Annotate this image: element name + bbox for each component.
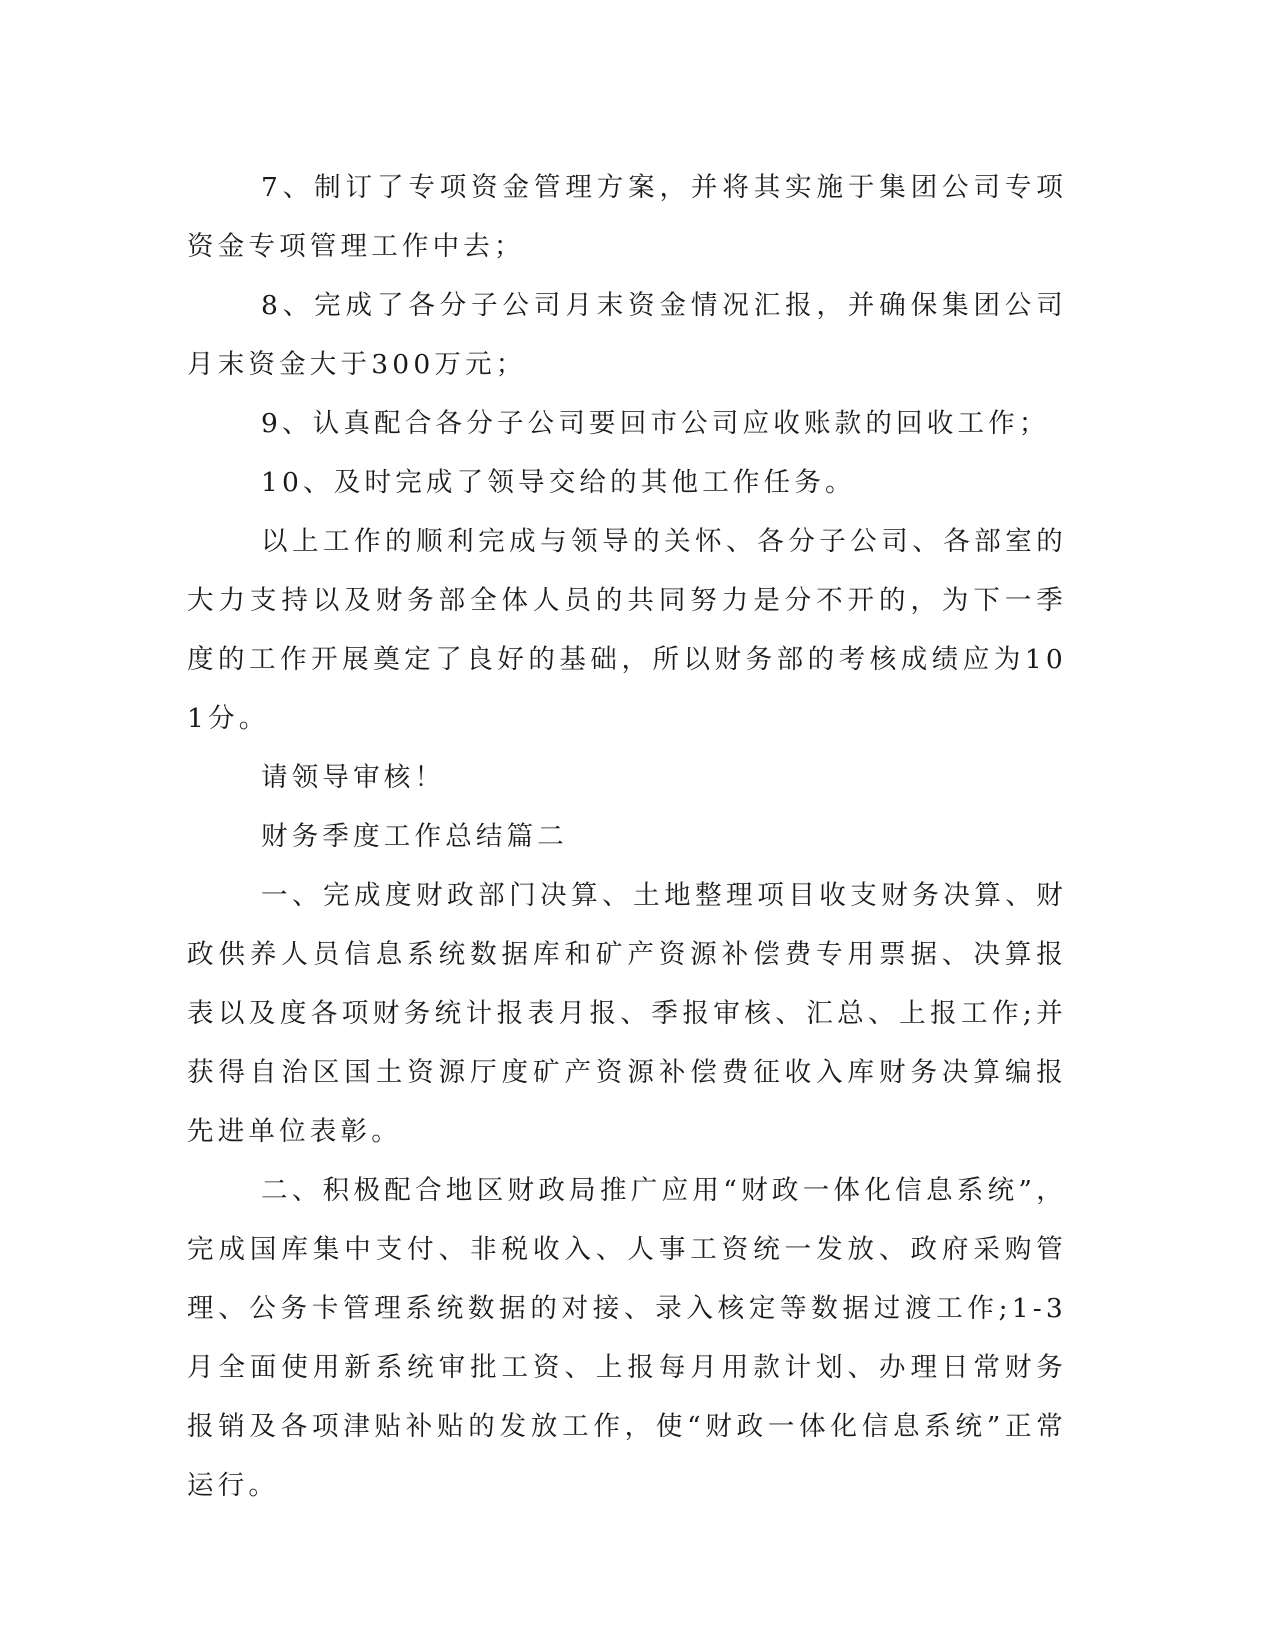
paragraph-item-8: 8、完成了各分子公司月末资金情况汇报，并确保集团公司月末资金大于300万元；: [187, 290, 1067, 380]
document-body: [187, 158, 1067, 1515]
paragraph-item-9: 9、认真配合各分子公司要回市公司应收账款的回收工作；: [261, 408, 1050, 439]
section-heading: 财务季度工作总结篇二: [261, 821, 568, 852]
paragraph-request-review: 请领导审核！: [261, 762, 446, 793]
paragraph-section-1: 一、完成度财政部门决算、土地整理项目收支财务决算、财政供养人员信息系统数据库和矿产资源补偿费专用票据、决算报表以及度各项财务统计报表月报、季报审核、汇总、上报工作;并获得自治区国土资源厅度矿产资源补偿费征收入库财务决算编报先进单位表彰。: [187, 880, 1067, 1147]
paragraph-section-2: 二、积极配合地区财政局推广应用“财政一体化信息系统”，完成国库集中支付、非税收入、人事工资统一发放、政府采购管理、公务卡管理系统数据的对接、录入核定等数据过渡工作;1-3月全面使用新系统审批工资、上报每月用款计划、办理日常财务报销及各项津贴补贴的发放工作，使“财政一体化信息系统”正常运行。: [187, 1175, 1067, 1501]
paragraph-item-10: 10、及时完成了领导交给的其他工作任务。: [261, 467, 856, 498]
paragraph-item-7: 7、制订了专项资金管理方案，并将其实施于集团公司专项资金专项管理工作中去；: [187, 172, 1067, 262]
paragraph-summary: 以上工作的顺利完成与领导的关怀、各分子公司、各部室的大力支持以及财务部全体人员的共同努力是分不开的，为下一季度的工作开展奠定了良好的基础，所以财务部的考核成绩应为101分。: [187, 526, 1067, 734]
